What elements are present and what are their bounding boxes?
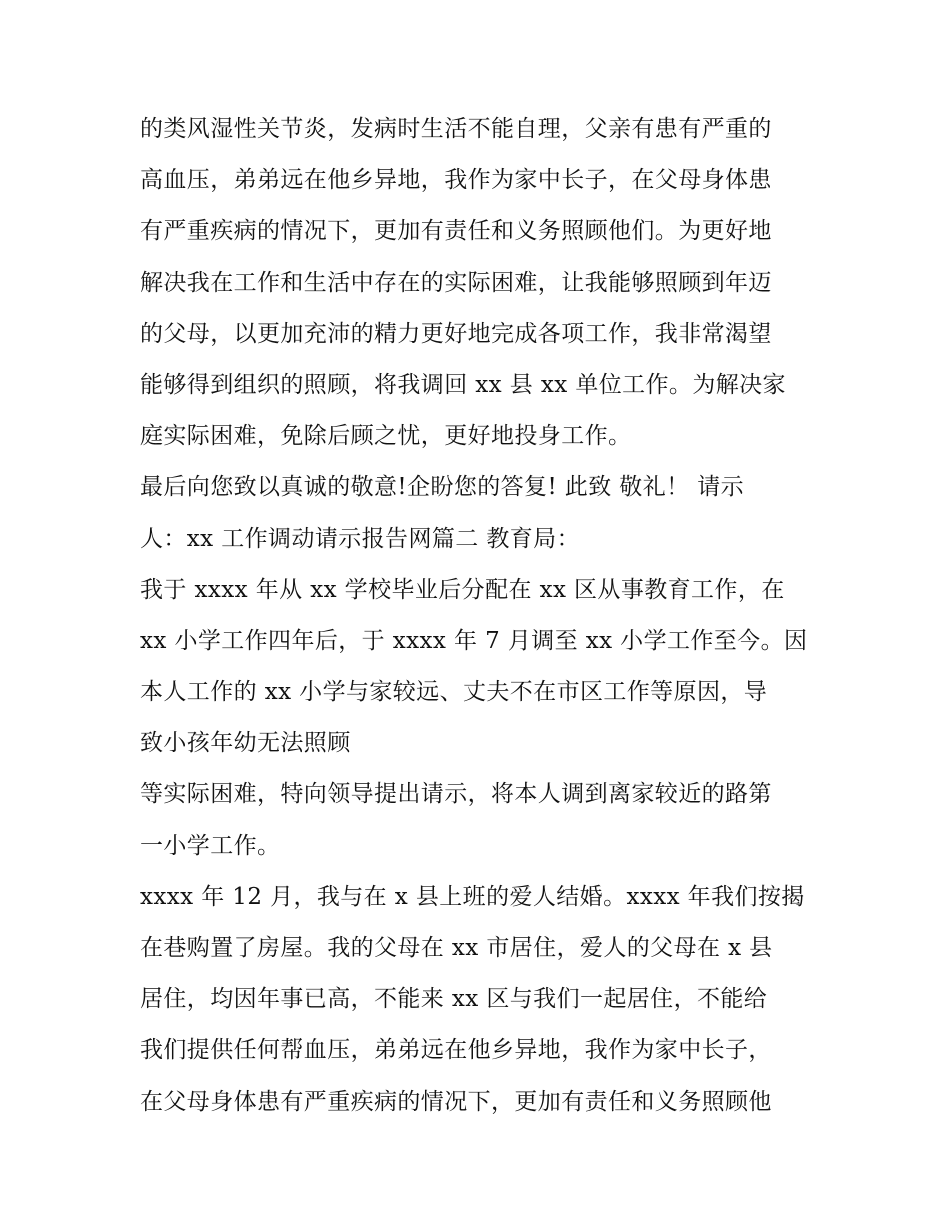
body-text xyxy=(140,104,830,1128)
text-line: 我们提供任何帮血压，弟弟远在他乡异地，我作为家中长子， xyxy=(140,1037,772,1064)
text-line: 本人工作的 xx 小学与家较远、丈夫不在市区工作等原因，导 xyxy=(140,679,768,706)
text-line: xx 小学工作四年后，于 xxxx 年 7 月调至 xx 小学工作至今。因 xyxy=(140,627,808,654)
text-line: 的类风湿性关节炎，发病时生活不能自理，父亲有患有严重的 xyxy=(140,116,772,142)
text-line: 最后向您致以真诚的敬意!企盼您的答复! 此致 敬礼！ 请示 xyxy=(140,474,745,501)
text-line: xxxx 年 12 月，我与在 x 县上班的爱人结婚。xxxx 年我们按揭 xyxy=(140,883,805,910)
text-line: 在父母身体患有严重疾病的情况下，更加有责任和义务照顾他 xyxy=(140,1088,772,1115)
text-line: 人：xx 工作调动请示报告网篇二 教育局： xyxy=(140,525,580,552)
text-line: 居住，均因年事已高，不能来 xx 区与我们一起居住，不能给 xyxy=(140,986,768,1013)
text-line: 有严重疾病的情况下，更加有责任和义务照顾他们。为更好地 xyxy=(140,218,772,245)
text-line: 一小学工作。 xyxy=(140,832,281,859)
text-line: 的父母，以更加充沛的精力更好地完成各项工作，我非常渴望 xyxy=(140,320,772,347)
text-line: 致小孩年幼无法照顾 xyxy=(140,730,351,757)
text-line: 解决我在工作和生活中存在的实际困难，让我能够照顾到年迈 xyxy=(140,269,772,296)
text-line: 高血压，弟弟远在他乡异地，我作为家中长子，在父母身体患 xyxy=(140,167,772,194)
text-line: 等实际困难，特向领导提出请示，将本人调到离家较近的路第 xyxy=(140,781,772,808)
text-line: 我于 xxxx 年从 xx 学校毕业后分配在 xx 区从事教育工作，在 xyxy=(140,576,785,603)
text-line: 庭实际困难，免除后顾之忧，更好地投身工作。 xyxy=(140,423,632,450)
text-line: 能够得到组织的照顾，将我调回 xx 县 xx 单位工作。为解决家 xyxy=(140,371,786,398)
text-line: 在巷购置了房屋。我的父母在 xx 市居住，爱人的父母在 x 县 xyxy=(140,935,773,961)
